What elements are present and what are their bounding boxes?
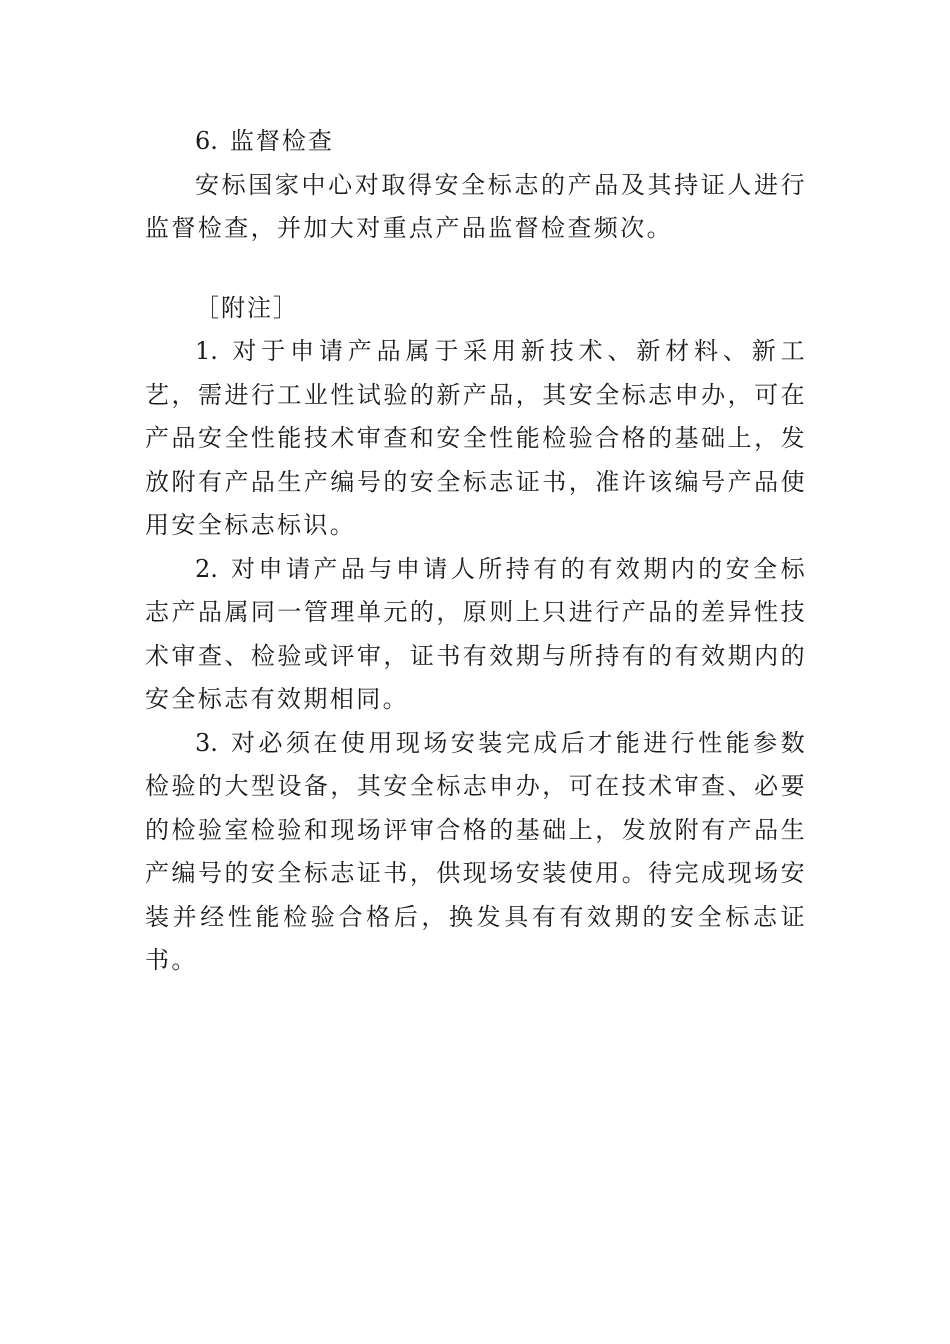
- note-text: 对申请产品与申请人所持有的有效期内的安全标志产品属同一管理单元的，原则上只进行产品的差异性技术审查、检验或评审，证书有效期与所持有的有效期内的安全标志有效期相同。: [145, 554, 807, 713]
- note-item: [145, 330, 807, 548]
- section-number: 6.: [195, 127, 218, 155]
- section-body: 安标国家中心对取得安全标志的产品及其持证人进行监督检查，并加大对重点产品监督检查频次。: [145, 170, 807, 242]
- paragraph-gap: [145, 251, 807, 287]
- note-number: 2.: [195, 554, 218, 583]
- note-item: [145, 548, 807, 722]
- note-number: 1.: [195, 337, 218, 365]
- note-text: 对必须在使用现场安装完成后才能进行性能参数检验的大型设备，其安全标志申办，可在技术审查、必要的检验室检验和现场评审合格的基础上，发放附有产品生产编号的安全标志证书，供现场安装使用。待完成现场安装并经性能检验合格后，换发具有有效期的安全标志证书。: [145, 728, 807, 974]
- note-number: 3.: [195, 728, 218, 757]
- section-heading: [145, 120, 807, 164]
- note-item: [145, 722, 807, 983]
- section-title: 监督检查: [229, 127, 334, 155]
- notes-heading: ［附注］: [195, 293, 299, 322]
- note-text: 对于申请产品属于采用新技术、新材料、新工艺，需进行工业性试验的新产品，其安全标志申办，可在产品安全性能技术审查和安全性能检验合格的基础上，发放附有产品生产编号的安全标志证书，准许该编号产品使用安全标志标识。: [145, 337, 807, 539]
- document-page: [145, 120, 807, 983]
